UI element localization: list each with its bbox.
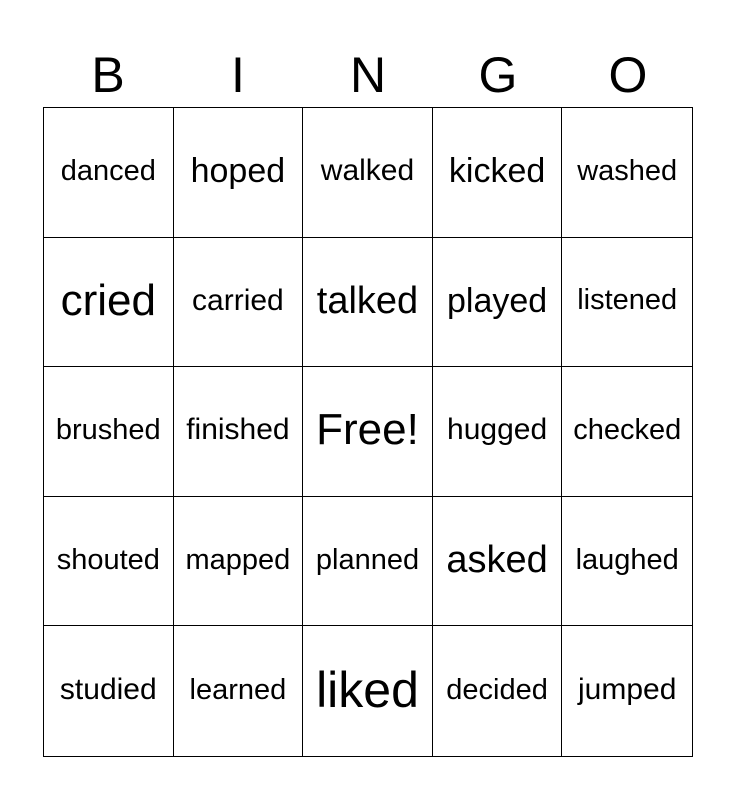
bingo-header — [43, 44, 693, 106]
bingo-cell-r1-c2[interactable]: hoped — [174, 108, 304, 238]
bingo-cell-free-space[interactable]: Free! — [303, 367, 433, 497]
bingo-cell-r5-c2[interactable]: learned — [174, 626, 304, 756]
bingo-cell-r2-c1[interactable]: cried — [44, 238, 174, 368]
bingo-cell-r4-c1[interactable]: shouted — [44, 497, 174, 627]
bingo-cell-r2-c5[interactable]: listened — [562, 238, 692, 368]
header-letter-n: N — [349, 47, 387, 103]
bingo-cell-r1-c4[interactable]: kicked — [433, 108, 563, 238]
bingo-cell-r4-c4[interactable]: asked — [433, 497, 563, 627]
bingo-board — [43, 107, 693, 757]
bingo-cell-r4-c2[interactable]: mapped — [174, 497, 304, 627]
bingo-cell-r3-c2[interactable]: finished — [174, 367, 304, 497]
header-letter-i: I — [231, 47, 245, 103]
bingo-cell-r4-c5[interactable]: laughed — [562, 497, 692, 627]
header-letter-b: B — [91, 47, 125, 103]
bingo-cell-r5-c5[interactable]: jumped — [577, 673, 677, 707]
bingo-cell-r1-c1[interactable]: danced — [44, 108, 174, 238]
bingo-cell-r1-c3[interactable]: walked — [303, 108, 433, 238]
bingo-cell-r3-c5[interactable]: checked — [562, 367, 692, 497]
bingo-cell-r2-c3[interactable]: talked — [303, 238, 433, 368]
bingo-cell-r1-c5[interactable]: washed — [562, 108, 692, 238]
bingo-cell-r2-c4[interactable]: played — [433, 238, 563, 368]
bingo-cell-r5-c1[interactable]: studied — [44, 626, 174, 756]
bingo-cell-r3-c4[interactable]: hugged — [433, 367, 563, 497]
bingo-cell-r3-c1[interactable]: brushed — [44, 367, 174, 497]
bingo-cell-r5-c4[interactable]: decided — [433, 626, 563, 756]
header-letter-g: G — [478, 47, 518, 103]
bingo-cell-r4-c3[interactable]: planned — [303, 497, 433, 627]
bingo-cell-r2-c2[interactable]: carried — [174, 238, 304, 368]
bingo-cell-r5-c3[interactable]: liked — [303, 626, 433, 756]
header-letter-o: O — [608, 47, 648, 103]
